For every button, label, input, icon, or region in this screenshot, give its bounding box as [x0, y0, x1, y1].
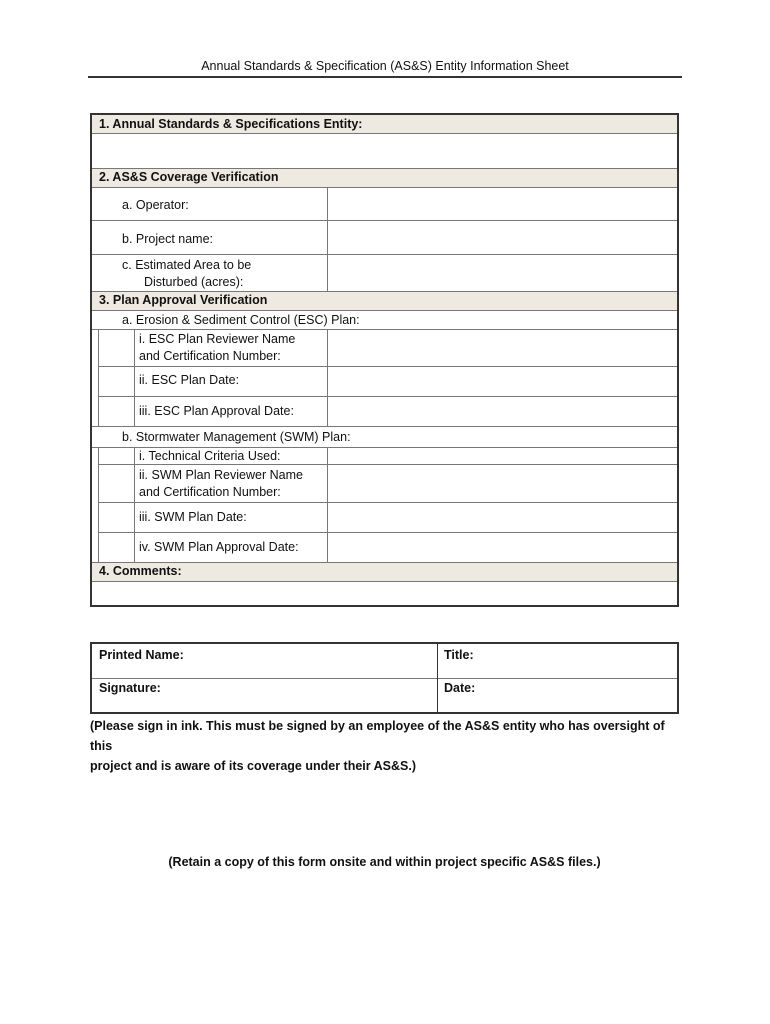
area-label-line2: Disturbed (acres):: [144, 275, 244, 289]
swm-criteria-label: i. Technical Criteria Used:: [139, 449, 281, 463]
title-label: Title:: [444, 648, 474, 662]
operator-field[interactable]: [328, 187, 677, 220]
entity-form-table: [90, 113, 679, 607]
swm-plan-date-label: iii. SWM Plan Date:: [139, 510, 247, 524]
area-label-line1: c. Estimated Area to be: [122, 258, 252, 272]
swm-reviewer-field[interactable]: [328, 465, 677, 501]
project-name-label: b. Project name:: [122, 232, 214, 246]
swm-plan-heading: b. Stormwater Management (SWM) Plan:: [122, 430, 351, 444]
signature-label: Signature:: [99, 681, 161, 695]
signing-instructions-line2: project and is aware of its coverage under their AS&S.): [90, 759, 417, 773]
section-1-label: 1. Annual Standards & Specifications Entity:: [99, 117, 363, 131]
retain-copy-note: (Retain a copy of this form onsite and within project specific AS&S files.): [168, 855, 601, 869]
title-rule: [88, 76, 682, 78]
section-3-label: 3. Plan Approval Verification: [99, 293, 268, 307]
swm-plan-date-field[interactable]: [328, 503, 677, 532]
signing-instructions: [90, 716, 690, 776]
entity-name-field[interactable]: [92, 134, 677, 167]
swm-approval-date-label: iv. SWM Plan Approval Date:: [139, 540, 299, 554]
esc-plan-date-label: ii. ESC Plan Date:: [139, 373, 240, 387]
signature-table: [90, 642, 679, 714]
title-field[interactable]: [438, 644, 677, 678]
date-field[interactable]: [438, 679, 677, 712]
esc-reviewer-label-line1: i. ESC Plan Reviewer Name: [139, 332, 296, 346]
disturbed-area-field[interactable]: [328, 255, 677, 290]
signature-field[interactable]: [92, 679, 437, 712]
swm-reviewer-label-line2: and Certification Number:: [139, 485, 281, 499]
section-2-label: 2. AS&S Coverage Verification: [99, 170, 279, 184]
esc-approval-date-field[interactable]: [328, 397, 677, 425]
esc-reviewer-label-line2: and Certification Number:: [139, 349, 281, 363]
date-label: Date:: [444, 681, 476, 695]
page-title: Annual Standards & Specification (AS&S) Entity Information Sheet: [201, 59, 569, 73]
signing-instructions-line1: (Please sign in ink. This must be signed by an employee of the AS&S entity who has oversight of this: [90, 719, 665, 753]
project-name-field[interactable]: [328, 221, 677, 254]
swm-criteria-field[interactable]: [328, 448, 677, 464]
operator-label: a. Operator:: [122, 198, 189, 212]
esc-approval-date-label: iii. ESC Plan Approval Date:: [139, 404, 294, 418]
esc-plan-date-field[interactable]: [328, 367, 677, 396]
printed-name-label: Printed Name:: [99, 648, 184, 662]
swm-reviewer-label-line1: ii. SWM Plan Reviewer Name: [139, 468, 303, 482]
swm-approval-date-field[interactable]: [328, 533, 677, 562]
esc-plan-heading: a. Erosion & Sediment Control (ESC) Plan:: [122, 313, 360, 327]
comments-field[interactable]: [92, 581, 677, 605]
printed-name-field[interactable]: [92, 644, 437, 678]
esc-reviewer-field[interactable]: [328, 330, 677, 365]
section-4-label: 4. Comments:: [99, 564, 182, 578]
